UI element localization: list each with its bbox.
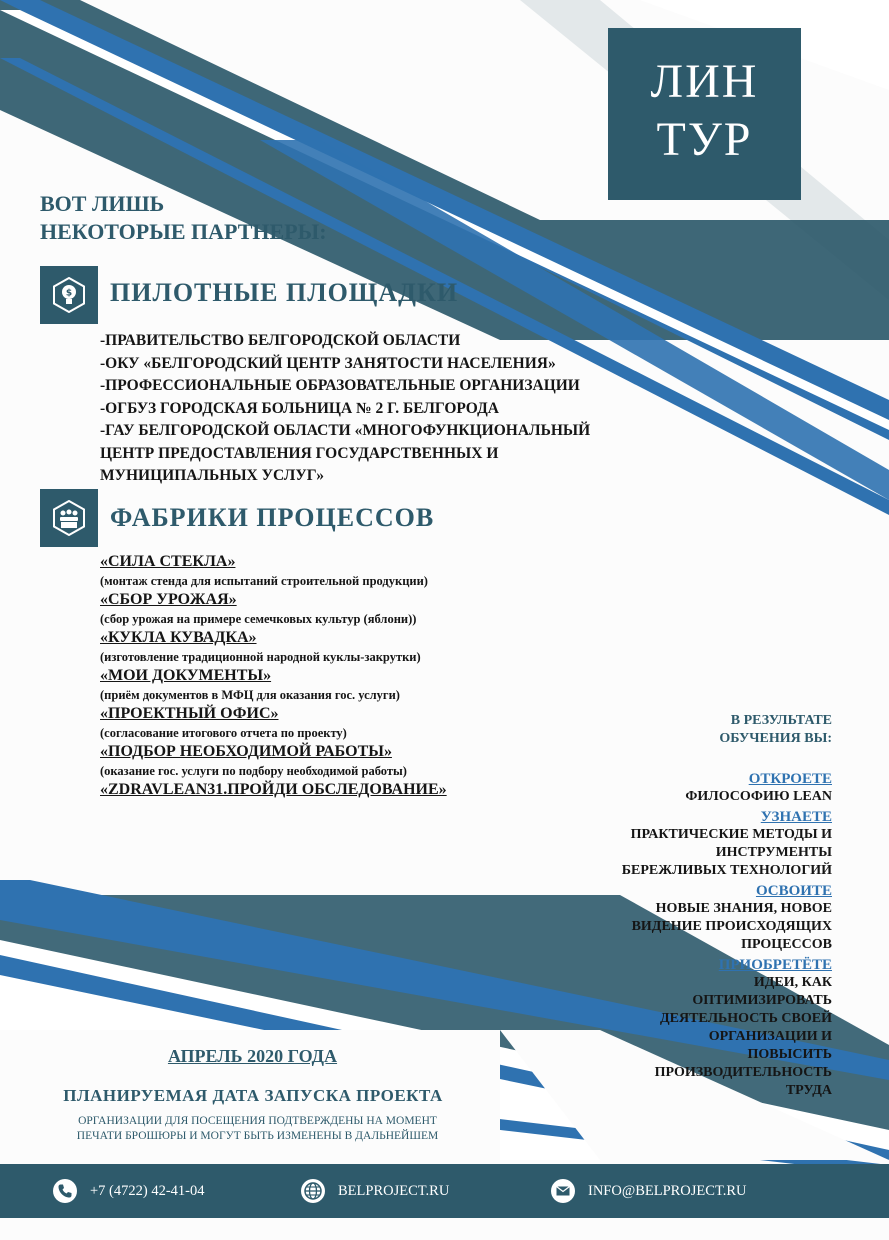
result-text: ПРОИЗВОДИТЕЛЬНОСТЬ	[654, 1065, 832, 1080]
factories-list	[100, 552, 570, 800]
list-item: -ПРАВИТЕЛЬСТВО БЕЛГОРОДСКОЙ ОБЛАСТИ	[100, 332, 461, 349]
factory-name: «СИЛА СТЕКЛА»	[100, 553, 236, 570]
launch-notice-line-2: ПЕЧАТИ БРОШЮРЫ И МОГУТ БЫТЬ ИЗМЕНЕНЫ В ДАЛЬНЕЙШЕМ	[76, 1130, 439, 1142]
list-item: -ГАУ БЕЛГОРОДСКОЙ ОБЛАСТИ «МНОГОФУНКЦИОНАЛЬНЫЙ	[100, 422, 591, 439]
result-text: ПРОЦЕССОВ	[741, 937, 832, 952]
partners-heading-line-2: НЕКОТОРЫЕ ПАРТНЕРЫ:	[40, 219, 327, 244]
list-item: -ОГБУЗ ГОРОДСКАЯ БОЛЬНИЦА № 2 Г. БЕЛГОРОДА	[100, 399, 499, 417]
pilot-section-title: ПИЛОТНЫЕ ПЛОЩАДКИ	[110, 278, 459, 307]
result-text: ВИДЕНИЕ ПРОИСХОДЯЩИХ	[631, 919, 832, 934]
result-text: ИНСТРУМЕНТЫ	[715, 845, 832, 860]
factory-description: (сбор урожая на примере семечковых культур (яблони))	[100, 612, 417, 626]
footer-contacts	[0, 1164, 889, 1218]
factories-section-title: ФАБРИКИ ПРОЦЕССОВ	[110, 503, 435, 532]
envelope-icon	[550, 1178, 576, 1204]
factory-name: «СБОР УРОЖАЯ»	[100, 591, 237, 608]
partners-heading-line-1: ВОТ ЛИШЬ	[40, 191, 165, 216]
factory-name: «МОИ ДОКУМЕНТЫ»	[100, 667, 272, 684]
list-item: -ОКУ «БЕЛГОРОДСКИЙ ЦЕНТР ЗАНЯТОСТИ НАСЕЛЕНИЯ»	[100, 354, 556, 372]
results-panel	[600, 712, 832, 1100]
phone-number: +7 (4722) 42-41-04	[90, 1182, 205, 1199]
website-url: BELPROJECT.RU	[338, 1182, 450, 1199]
brand-line-1: ЛИН	[650, 55, 759, 108]
launch-date: АПРЕЛЬ 2020 ГОДА	[167, 1046, 338, 1066]
result-text: ПРАКТИЧЕСКИЕ МЕТОДЫ И	[630, 827, 832, 842]
result-text: БЕРЕЖЛИВЫХ ТЕХНОЛОГИЙ	[621, 863, 832, 878]
result-text: ДЕЯТЕЛЬНОСТЬ СВОЕЙ	[660, 1011, 832, 1026]
results-heading-line-1: В РЕЗУЛЬТАТЕ	[730, 713, 832, 728]
email-link[interactable]	[550, 1178, 747, 1204]
team-meeting-icon	[40, 489, 98, 547]
globe-icon	[300, 1178, 326, 1204]
result-text: ИДЕИ, КАК	[753, 975, 832, 990]
factory-description: (изготовление традиционной народной куклы-закрутки)	[100, 650, 421, 664]
result-text: ТРУДА	[785, 1083, 832, 1098]
result-text: ФИЛОСОФИЮ LEAN	[685, 789, 832, 804]
money-bulb-icon	[40, 266, 98, 324]
phone-contact[interactable]	[52, 1178, 205, 1204]
list-item: ЦЕНТР ПРЕДОСТАВЛЕНИЯ ГОСУДАРСТВЕННЫХ И	[100, 444, 499, 462]
factory-name: «ПРОЕКТНЫЙ ОФИС»	[100, 705, 279, 722]
factory-description: (приём документов в МФЦ для оказания гос. услуги)	[100, 688, 400, 702]
result-verb: УЗНАЕТЕ	[760, 809, 832, 825]
launch-notice	[30, 1114, 485, 1144]
svg-text:$: $	[65, 288, 73, 299]
website-link[interactable]	[300, 1178, 449, 1204]
factory-name: «ПОДБОР НЕОБХОДИМОЙ РАБОТЫ»	[100, 743, 392, 760]
result-text: НОВЫЕ ЗНАНИЯ, НОВОЕ	[655, 901, 832, 916]
factory-description: (оказание гос. услуги по подбору необходимой работы)	[100, 764, 407, 778]
list-item: МУНИЦИПАЛЬНЫХ УСЛУГ»	[100, 467, 324, 484]
list-item: -ПРОФЕССИОНАЛЬНЫЕ ОБРАЗОВАТЕЛЬНЫЕ ОРГАНИЗАЦИИ	[100, 377, 580, 394]
result-text: ПОВЫСИТЬ	[747, 1047, 832, 1062]
brand-logo-box	[608, 28, 801, 200]
partners-heading	[40, 190, 327, 246]
factory-description: (монтаж стенда для испытаний строительной продукции)	[100, 574, 428, 588]
factory-description: (согласование итогового отчета по проекту)	[100, 726, 347, 740]
email-address: INFO@BELPROJECT.RU	[588, 1182, 747, 1199]
result-verb: ОТКРОЕТЕ	[748, 771, 832, 787]
phone-icon	[52, 1178, 78, 1204]
result-text: ОПТИМИЗИРОВАТЬ	[692, 993, 832, 1008]
results-heading-line-2: ОБУЧЕНИЯ ВЫ:	[719, 731, 832, 746]
launch-caption: ПЛАНИРУЕМАЯ ДАТА ЗАПУСКА ПРОЕКТА	[63, 1086, 443, 1105]
result-text: ОРГАНИЗАЦИИ И	[708, 1029, 832, 1044]
launch-notice-line-1: ОРГАНИЗАЦИИ ДЛЯ ПОСЕЩЕНИЯ ПОДТВЕРЖДЕНЫ НА МОМЕНТ	[78, 1115, 437, 1127]
result-verb: ОСВОИТЕ	[755, 883, 832, 899]
factory-name: «ZDRAVLEAN31.ПРОЙДИ ОБСЛЕДОВАНИЕ»	[100, 781, 447, 798]
brand-line-2: ТУР	[656, 113, 753, 166]
pilot-list	[100, 330, 670, 488]
factory-name: «КУКЛА КУВАДКА»	[100, 629, 257, 646]
result-verb: ПРИОБРЕТЁТЕ	[718, 957, 832, 973]
